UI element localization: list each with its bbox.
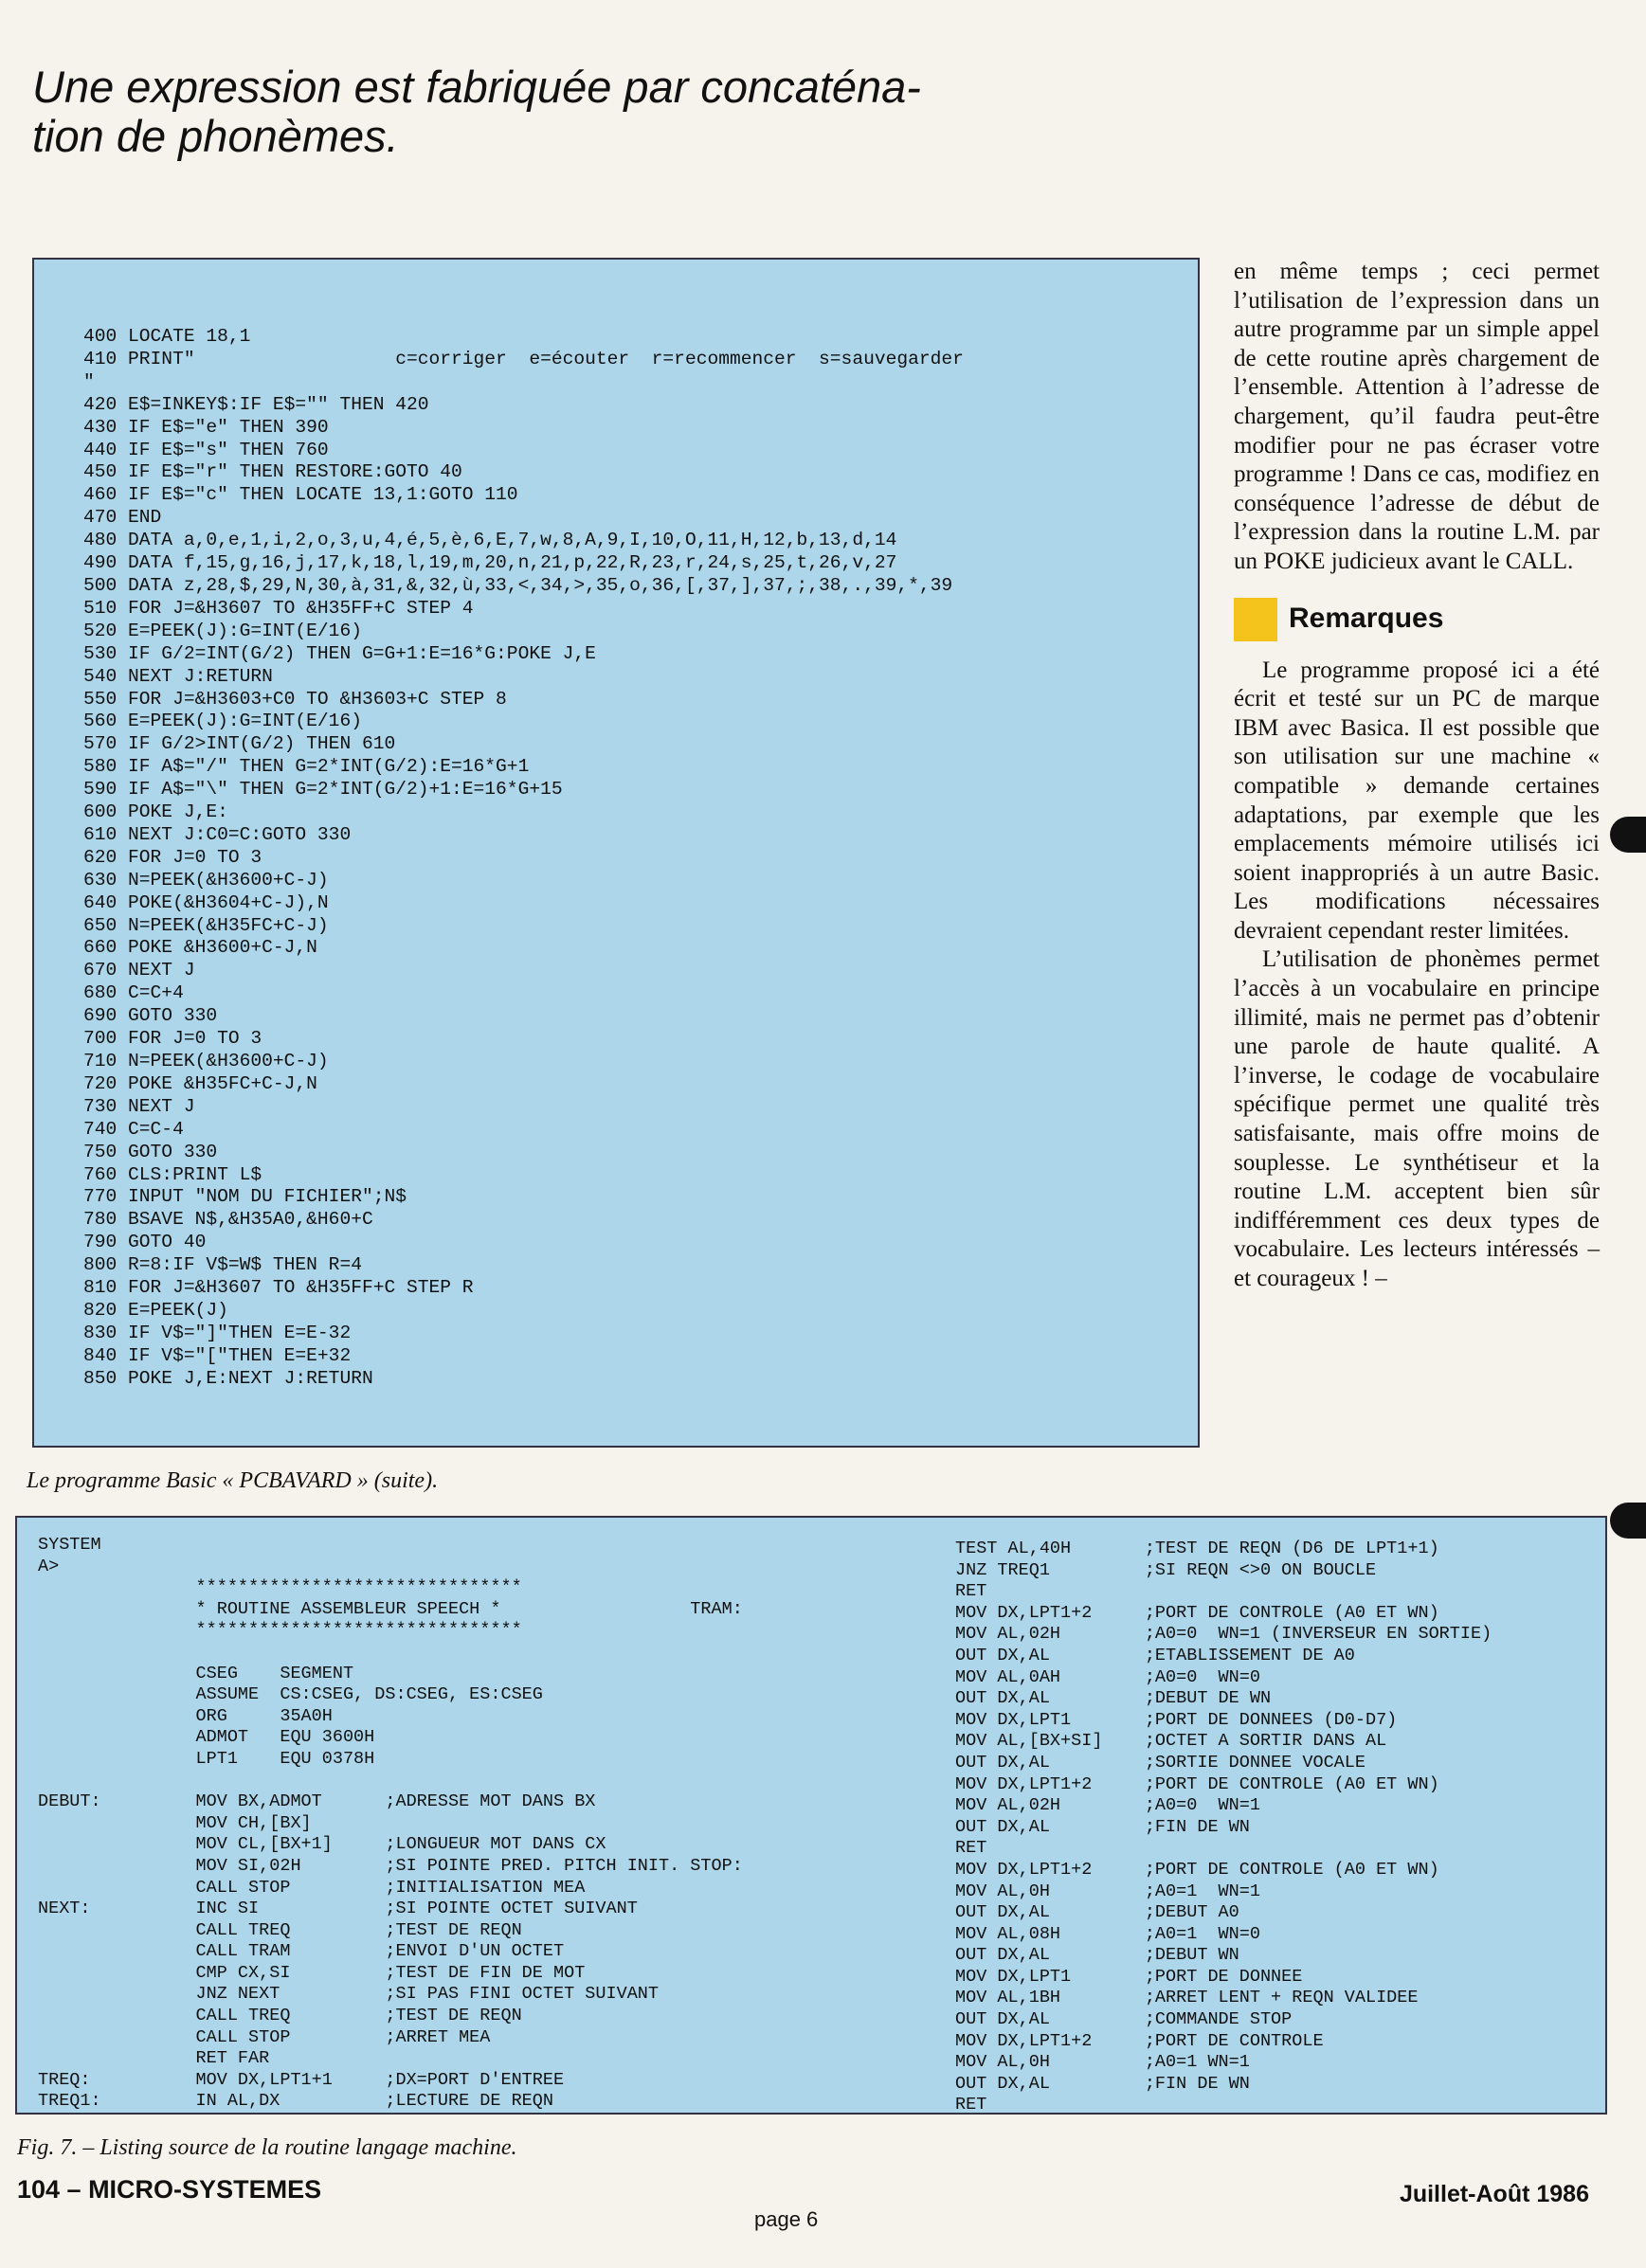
heading-marker-icon xyxy=(1234,598,1277,641)
remarques-heading-text: Remarques xyxy=(1289,603,1444,635)
footer-magazine: 104 – MICRO-SYSTEMES xyxy=(17,2175,322,2204)
remarques-heading xyxy=(1234,598,1600,641)
headline: Une expression est fabriquée par concaténa- tion de phonèmes. xyxy=(32,62,921,161)
page-edge-tab-icon xyxy=(1610,817,1646,853)
basic-listing-box xyxy=(32,258,1200,1448)
asm-listing-right: TEST AL,40H ;TEST DE REQN (D6 DE LPT1+1) JNZ TREQ1 ;SI REQN <>0 ON BOUCLE RET MOV DX,LPT1+2 ;PORT DE CONTROLE (A0 ET WN) MOV AL,02H ;A0=0 WN=1 (INVERSEUR EN SORTIE) OUT DX,AL ;ETABLISSEMENT DE A0 MOV AL,0AH ;A0=0 WN=0 OUT DX,AL ;DEBUT DE WN MOV DX,LPT1 ;PORT DE DONNEES (D0-D7) MOV AL,[BX+SI] ;OCTET A SORTIR DANS AL OUT DX,AL ;SORTIE DONNEE VOCALE MOV DX,LPT1+2 ;PORT DE CONTROLE (A0 ET WN) MOV AL,02H ;A0=0 WN=1 OUT DX,AL ;FIN DE WN RET MOV DX,LPT1+2 ;PORT DE CONTROLE (A0 ET WN) MOV AL,0H ;A0=1 WN=1 OUT DX,AL ;DEBUT A0 MOV AL,08H ;A0=1 WN=0 OUT DX,AL ;DEBUT WN MOV DX,LPT1 ;PORT DE DONNEE MOV AL,1BH ;ARRET LENT + REQN VALIDEE OUT DX,AL ;COMMANDE STOP MOV DX,LPT1+2 ;PORT DE CONTROLE MOV AL,0H ;A0=1 WN=1 OUT DX,AL ;FIN DE WN RET xyxy=(955,1539,1492,2115)
footer-date: Juillet-Août 1986 xyxy=(1399,2181,1589,2207)
right-column xyxy=(1234,258,1600,1294)
asm-listing-box xyxy=(15,1516,1607,2115)
asm-listing-caption: Fig. 7. – Listing source de la routine langage machine. xyxy=(17,2135,517,2160)
right-column-para-3: L’utilisation de phonèmes permet l’accès à un vocabulaire en principe illimité, mais ne permet pas d’obtenir une parole de haute qualité. A l’inverse, le codage de vocabulaire spécifique permet une qualité très satisfaisante, mais offre moins de souplesse. Le synthétiseur et la routine L.M. acceptent bien sûr indifféremment ces deux types de vocabulaire. Les lecteurs intéressés – et courageux ! – xyxy=(1234,946,1600,1291)
basic-listing-caption: Le programme Basic « PCBAVARD » (suite). xyxy=(27,1468,439,1493)
page-edge-tab-icon xyxy=(1610,1503,1646,1539)
asm-listing-left: SYSTEM A> ******************************* * ROUTINE ASSEMBLEUR SPEECH * TRAM: ******************************* CSEG SEGMENT ASSUME CS:CSEG, DS:CSEG, ES:CSEG ORG 35A0H ADMOT EQU 3600H LPT1 EQU 0378H DEBUT: MOV BX,ADMOT ;ADRESSE MOT DANS BX MOV CH,[BX] MOV CL,[BX+1] ;LONGUEUR MOT DANS CX MOV SI,02H ;SI POINTE PRED. PITCH INIT. STOP: CALL STOP ;INITIALISATION MEA NEXT: INC SI ;SI POINTE OCTET SUIVANT CALL TREQ ;TEST DE REQN CALL TRAM ;ENVOI D'UN OCTET CMP CX,SI ;TEST DE FIN DE MOT JNZ NEXT ;SI PAS FINI OCTET SUIVANT CALL TREQ ;TEST DE REQN CALL STOP ;ARRET MEA RET FAR TREQ: MOV DX,LPT1+1 ;DX=PORT D'ENTREE TREQ1: IN AL,DX ;LECTURE DE REQN xyxy=(38,1535,743,2112)
right-column-para-1: en même temps ; ceci permet l’utilisation de l’expression dans un autre programme par un simple appel de cette routine après chargement de l’ensemble. Attention à l’adresse de chargement, qu’il faudra peut-être modifier pour ne pas écraser votre programme ! Dans ce cas, modifiez en conséquence l’adresse de début de l’expression dans la routine L.M. par un POKE judicieux avant le CALL. xyxy=(1234,259,1600,574)
page-number: page 6 xyxy=(754,2207,819,2231)
right-column-para-2: Le programme proposé ici a été écrit et testé sur un PC de marque IBM avec Basica. Il est possible que son utilisation sur une machine « compatible » demande certaines adaptations, par exemple que les emplacements mémoire utilisés ici soient inappropriés à un autre Basic. Les modifications nécessaires devraient cependant rester limitées. xyxy=(1234,657,1600,944)
basic-listing-code: 400 LOCATE 18,1 410 PRINT" c=corriger e=écouter r=recommencer s=sauvegarder " 420 E$=INKEY$:IF E$="" THEN 420 430 IF E$="e" THEN 390 440 IF E$="s" THEN 760 450 IF E$="r" THEN RESTORE:GOTO 40 460 IF E$="c" THEN LOCATE 13,1:GOTO 110 470 END 480 DATA a,0,e,1,i,2,o,3,u,4,é,5,è,6,E,7,w,8,A,9,I,10,O,11,H,12,b,13,d,14 490 DATA f,15,g,16,j,17,k,18,l,19,m,20,n,21,p,22,R,23,r,24,s,25,t,26,v,27 500 DATA z,28,$,29,N,30,à,31,&,32,ù,33,<,34,>,35,o,36,[,37,],37,;,38,.,39,*,39 510 FOR J=&H3607 TO &H35FF+C STEP 4 520 E=PEEK(J):G=INT(E/16) 530 IF G/2=INT(G/2) THEN G=G+1:E=16*G:POKE J,E 540 NEXT J:RETURN 550 FOR J=&H3603+C0 TO &H3603+C STEP 8 560 E=PEEK(J):G=INT(E/16) 570 IF G/2>INT(G/2) THEN 610 580 IF A$="/" THEN G=2*INT(G/2):E=16*G+1 590 IF A$="\" THEN G=2*INT(G/2)+1:E=16*G+15 600 POKE J,E: 610 NEXT J:C0=C:GOTO 330 620 FOR J=0 TO 3 630 N=PEEK(&H3600+C-J) 640 POKE(&H3604+C-J),N 650 N=PEEK(&H35FC+C-J) 660 POKE &H3600+C-J,N 670 NEXT J 680 C=C+4 690 GOTO 330 700 FOR J=0 TO 3 710 N=PEEK(&H3600+C-J) 720 POKE &H35FC+C-J,N 730 NEXT J 740 C=C-4 750 GOTO 330 760 CLS:PRINT L$ 770 INPUT "NOM DU FICHIER";N$ 780 BSAVE N$,&H35A0,&H60+C 790 GOTO 40 800 R=8:IF V$=W$ THEN R=4 810 FOR J=&H3607 TO &H35FF+C STEP R 820 E=PEEK(J) 830 IF V$="]"THEN E=E-32 840 IF V$="["THEN E=E+32 850 POKE J,E:NEXT J:RETURN xyxy=(83,326,964,1389)
